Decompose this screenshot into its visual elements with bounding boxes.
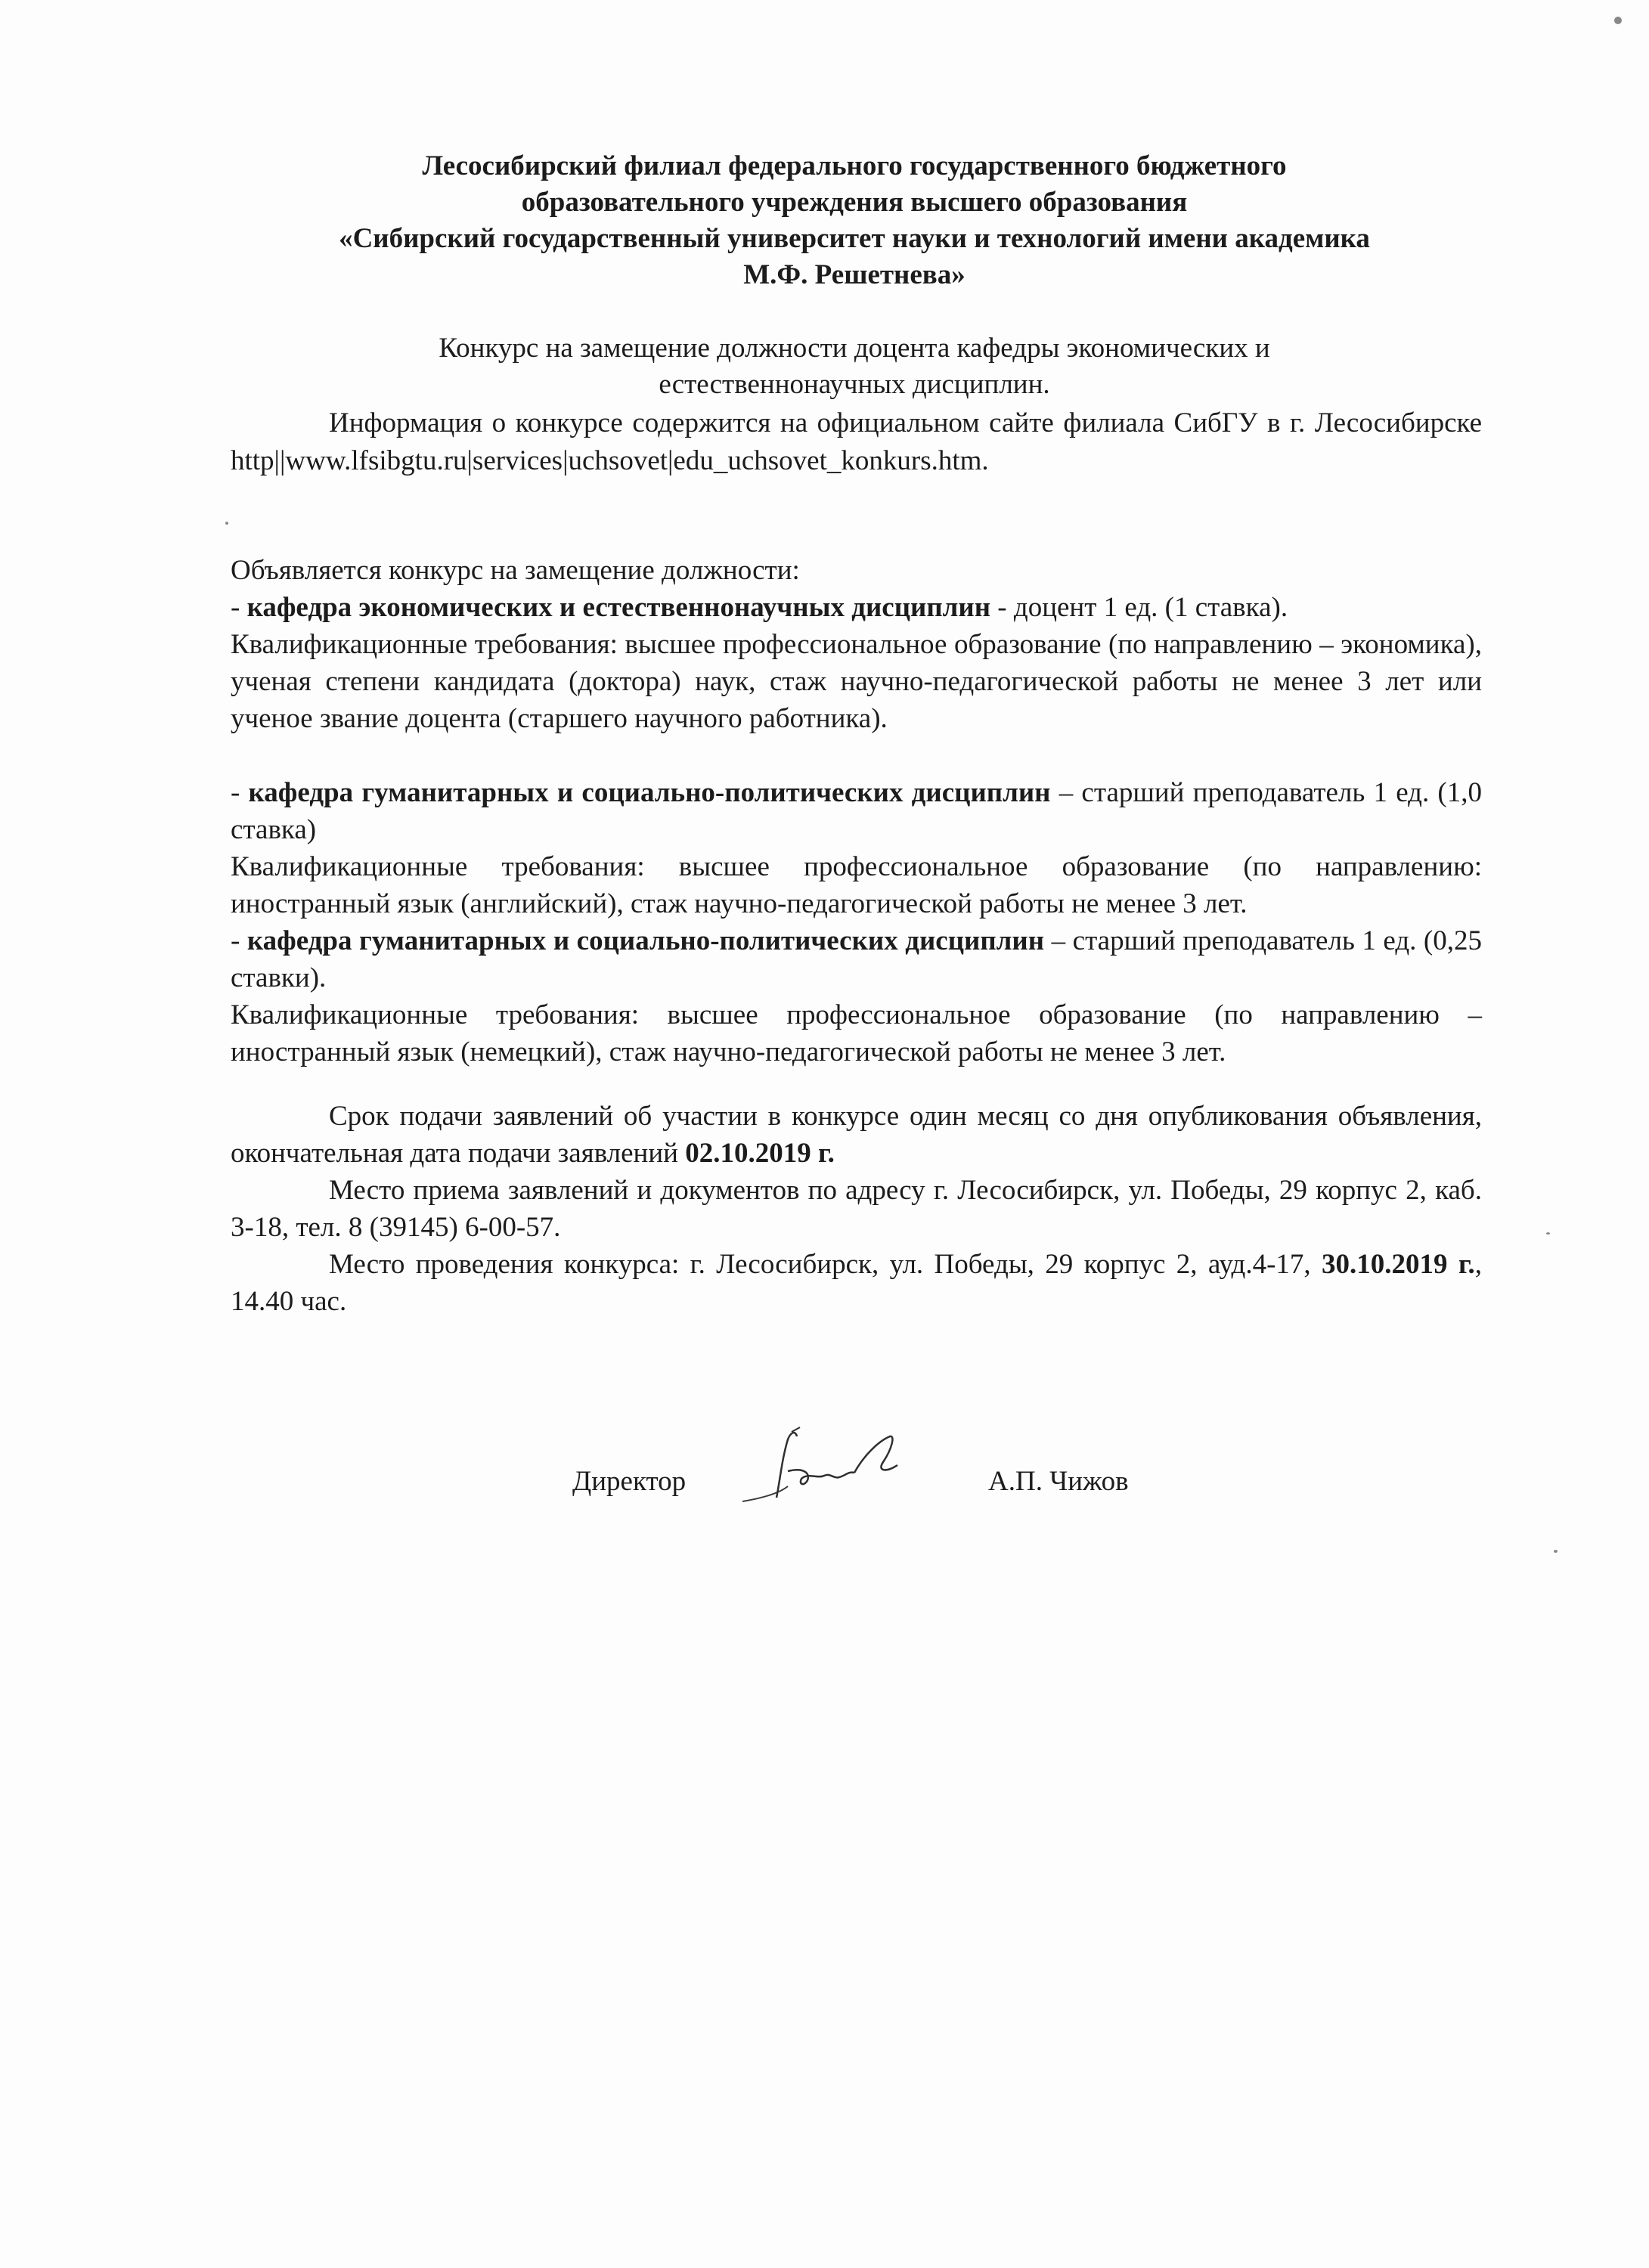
deadline-block bbox=[231, 1098, 1482, 1320]
position-2-department: кафедра гуманитарных и социально-политических дисциплин bbox=[248, 777, 1051, 808]
scan-speck bbox=[1614, 17, 1622, 24]
position-1-requirements: Квалификационные требования: высшее профессиональное образование (по направлению – экономика), ученая степени кандидата (доктора) наук, стаж научно-педагогической работы не менее 3 лет или ученое звание доцента (старшего научного работника). bbox=[231, 629, 1482, 734]
position-1-line bbox=[231, 589, 1482, 626]
deadline-paragraph bbox=[231, 1098, 1482, 1172]
header-line-2: образовательного учреждения высшего образования bbox=[521, 187, 1188, 218]
venue-text: Место проведения конкурса: г. Лесосибирск, ул. Победы, 29 корпус 2, ауд.4-17, bbox=[329, 1249, 1322, 1280]
signatory-title: Директор bbox=[572, 1466, 687, 1497]
scan-speck bbox=[1554, 1550, 1558, 1553]
scan-speck bbox=[225, 522, 228, 525]
contest-info bbox=[231, 404, 1482, 480]
deadline-date: 02.10.2019 г. bbox=[685, 1138, 835, 1169]
notice-title bbox=[250, 330, 1459, 403]
position-2-title: – старший преподаватель 1 ед. (1,0 ставка) bbox=[231, 777, 1482, 845]
notice-title-line-1: Конкурс на замещение должности доцента кафедры экономических и bbox=[439, 333, 1270, 364]
announcement-intro: Объявляется конкурс на замещение должности: bbox=[231, 555, 800, 586]
scan-speck bbox=[1546, 1232, 1550, 1235]
notice-title-line-2: естественнонаучных дисциплин. bbox=[659, 369, 1050, 400]
venue-paragraph bbox=[231, 1246, 1482, 1320]
handwritten-signature-icon bbox=[735, 1426, 916, 1509]
position-1-prefix: - bbox=[231, 592, 247, 623]
spacer bbox=[231, 737, 1482, 774]
position-2-line bbox=[231, 774, 1482, 848]
header-line-3: «Сибирский государственный университет науки и технологий имени академика bbox=[339, 223, 1370, 254]
position-2-prefix: - bbox=[231, 777, 249, 808]
position-3-requirements: Квалификационные требования: высшее профессиональное образование (по направлению – иностранный язык (немецкий), стаж научно-педагогической работы не менее 3 лет. bbox=[231, 999, 1482, 1067]
institution-header bbox=[212, 148, 1497, 293]
position-2-requirements: Квалификационные требования: высшее профессиональное образование (по направлению: иностранный язык (английский), стаж научно-педагогической работы не менее 3 лет. bbox=[231, 851, 1482, 919]
contest-info-text: Информация о конкурсе содержится на официальном сайте филиала СибГУ в г. Лесосибирске http||www.lfsibgtu.ru|services|uchsovet|edu_uchsovet_konkurs.htm. bbox=[231, 407, 1482, 476]
signature-block bbox=[572, 1464, 1177, 1509]
header-line-4: М.Ф. Решетнева» bbox=[743, 259, 966, 290]
reception-paragraph: Место приема заявлений и документов по адресу г. Лесосибирск, ул. Победы, 29 корпус 2, каб. 3-18, тел. 8 (39145) 6-00-57. bbox=[231, 1175, 1482, 1243]
announcement-block bbox=[231, 552, 1482, 1070]
venue-date: 30.10.2019 г. bbox=[1322, 1249, 1475, 1280]
deadline-text: Срок подачи заявлений об участии в конкурсе один месяц со дня опубликования объявления, окончательная дата подачи заявлений bbox=[231, 1101, 1482, 1169]
position-3-prefix: - bbox=[231, 925, 247, 956]
position-3-title: – старший преподаватель 1 ед. (0,25 ставки). bbox=[231, 925, 1482, 993]
position-3-department: кафедра гуманитарных и социально-политических дисциплин bbox=[246, 925, 1045, 956]
position-3-line bbox=[231, 922, 1482, 996]
venue-time: , 14.40 час. bbox=[231, 1249, 1482, 1317]
position-1-department: кафедра экономических и естественнонаучных дисциплин bbox=[246, 592, 991, 623]
signatory-name: А.П. Чижов bbox=[988, 1466, 1129, 1497]
position-1-title: - доцент 1 ед. (1 ставка). bbox=[990, 592, 1288, 623]
header-line-1: Лесосибирский филиал федерального государственного бюджетного bbox=[422, 150, 1287, 181]
